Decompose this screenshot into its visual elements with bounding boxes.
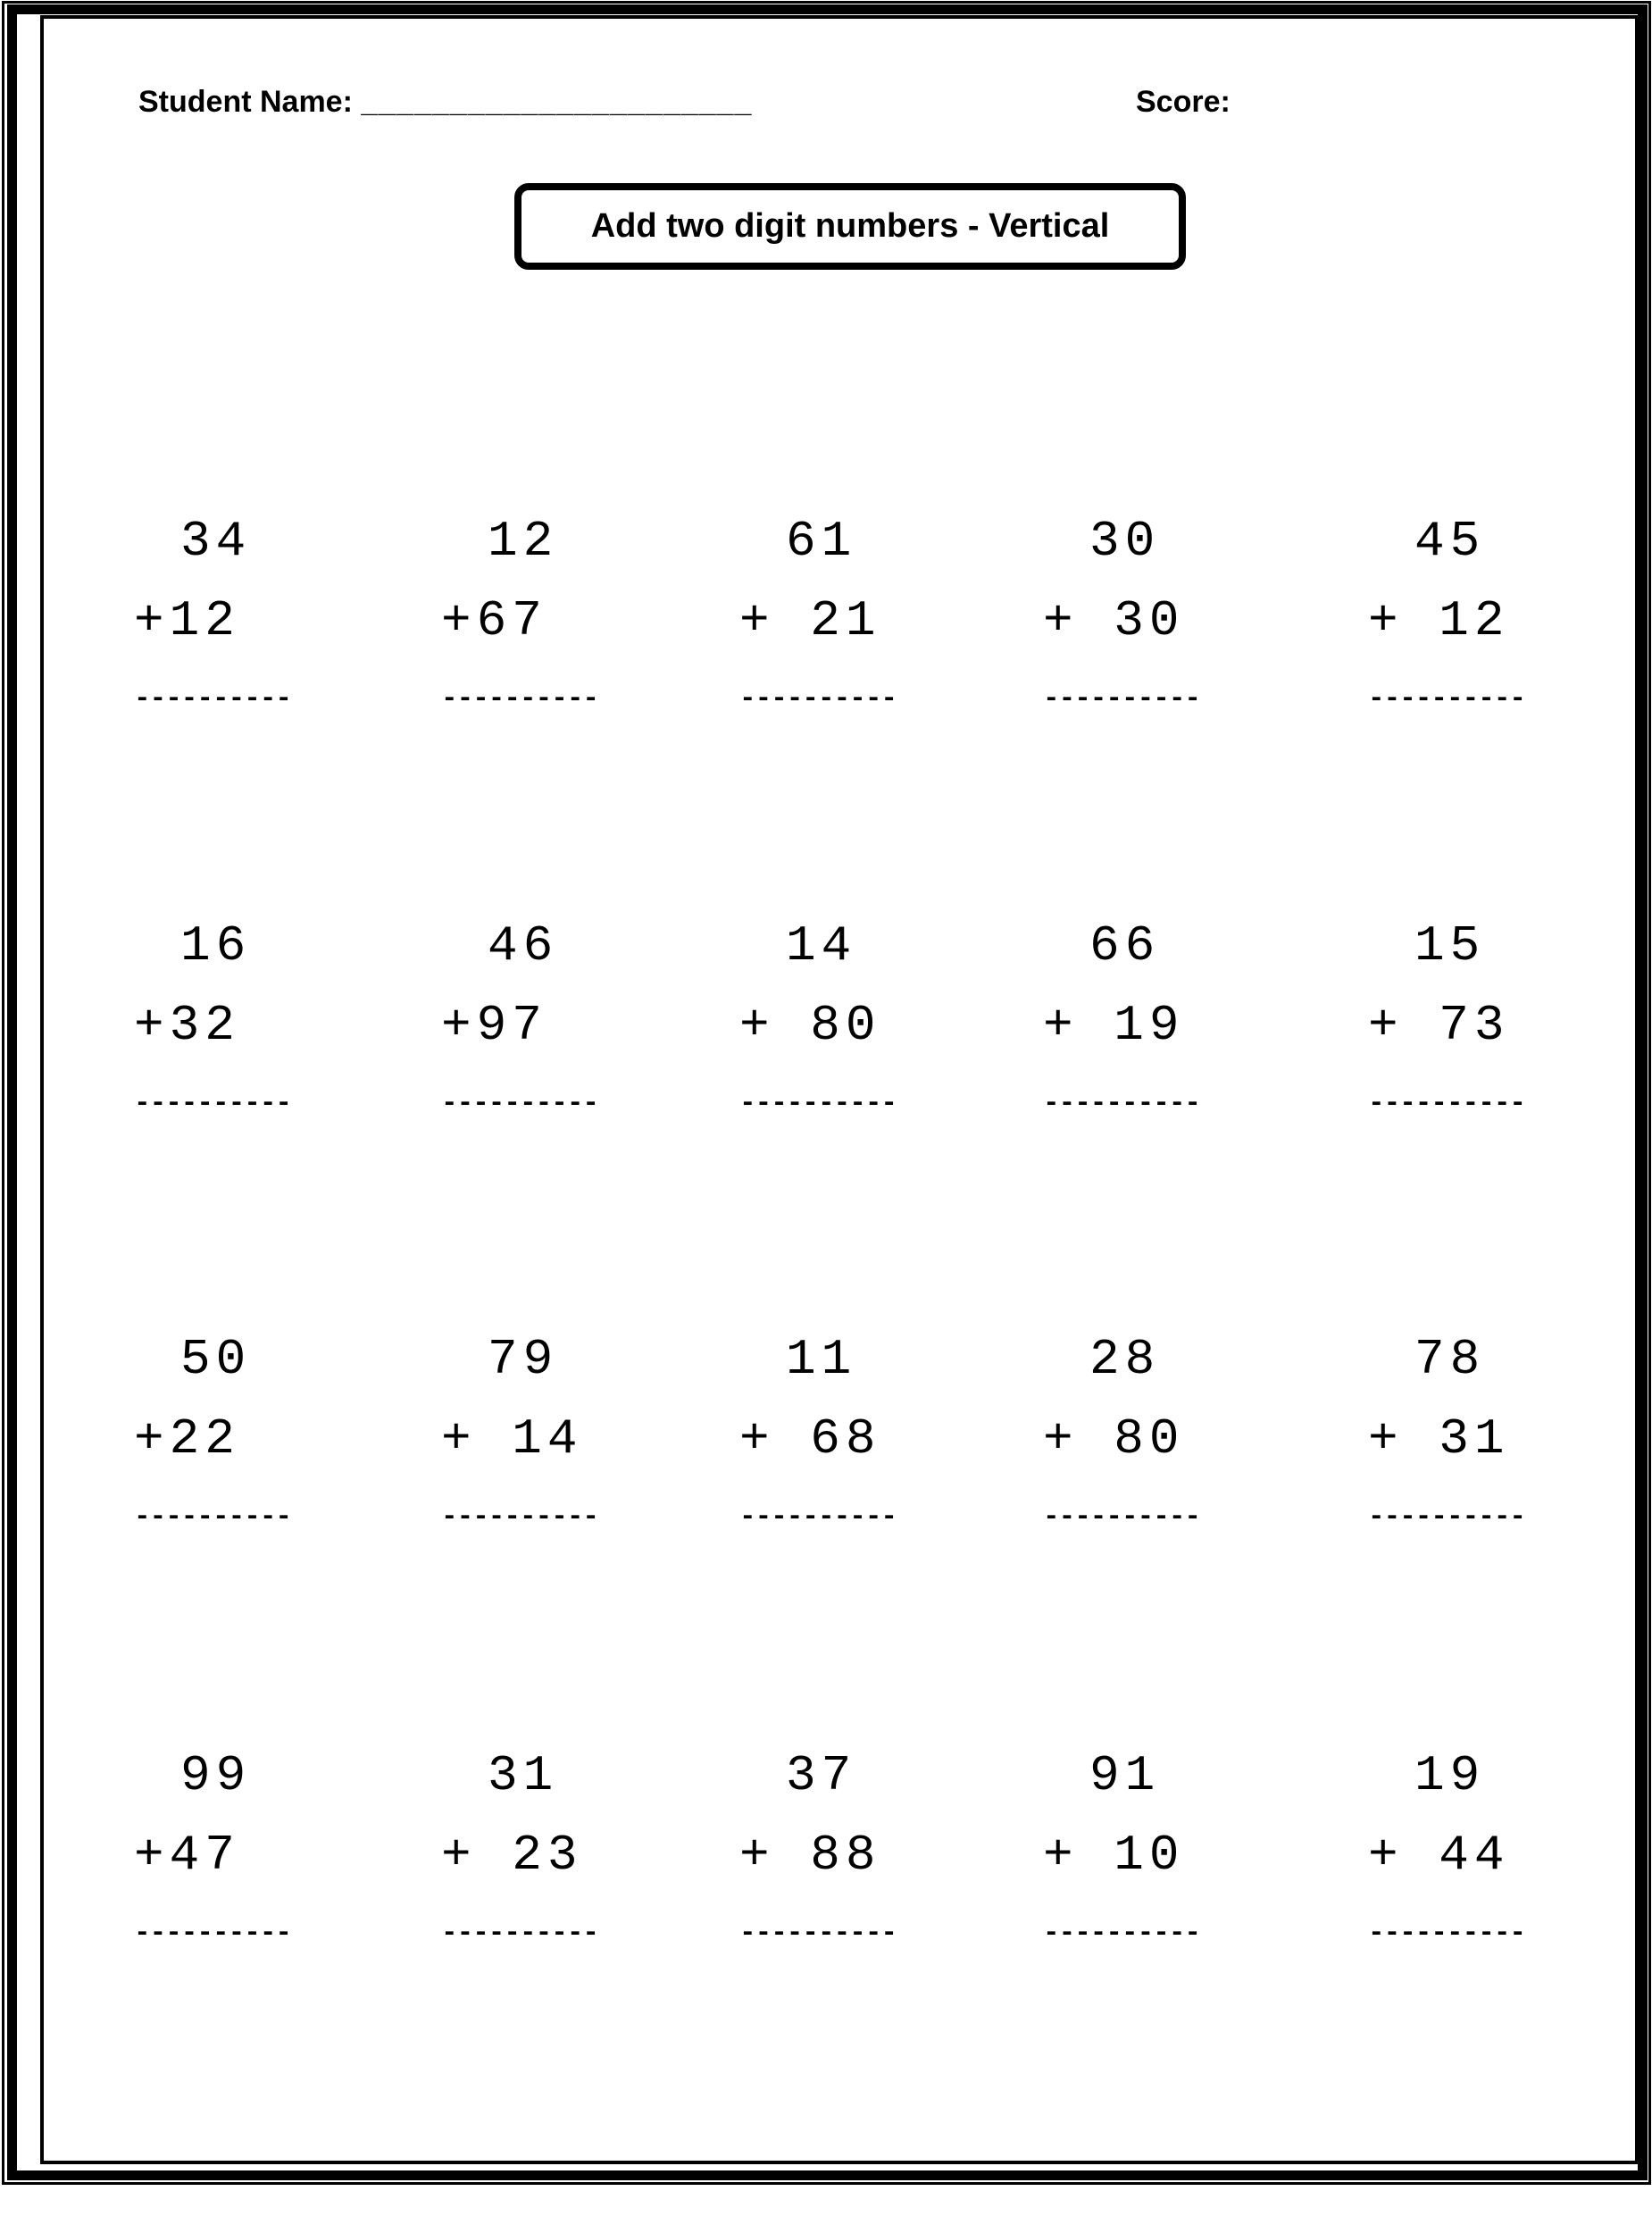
addend-bottom: + 30	[1043, 592, 1185, 649]
addition-problem-2	[441, 513, 602, 715]
addend-bottom: + 23	[441, 1827, 583, 1884]
addition-problem-18	[739, 1747, 900, 1949]
answer-line: ----------	[1043, 1501, 1201, 1533]
answer-line: ----------	[134, 683, 292, 715]
addend-top: 31	[488, 1747, 559, 1804]
addition-problem-17	[441, 1747, 602, 1949]
answer-line: ----------	[1368, 1501, 1526, 1533]
answer-line: ----------	[1368, 1088, 1526, 1119]
addend-top: 11	[786, 1331, 857, 1388]
addition-problem-1	[134, 513, 295, 715]
addend-top: 78	[1414, 1331, 1486, 1388]
addition-problem-10	[1368, 917, 1529, 1119]
addend-bottom: +97	[441, 997, 547, 1054]
addend-top: 50	[180, 1331, 252, 1388]
addition-problem-9	[1043, 917, 1204, 1119]
addend-top: 14	[786, 917, 857, 974]
problems-row-2	[0, 917, 1652, 1153]
addend-bottom: +67	[441, 592, 547, 649]
addition-problem-14	[1043, 1331, 1204, 1533]
problems-row-1	[0, 513, 1652, 749]
addend-bottom: + 14	[441, 1410, 583, 1468]
addition-problem-11	[134, 1331, 295, 1533]
addend-top: 79	[488, 1331, 559, 1388]
problems-row-4	[0, 1747, 1652, 1983]
answer-line: ----------	[1043, 1088, 1201, 1119]
answer-line: ----------	[134, 1918, 292, 1949]
addition-problem-15	[1368, 1331, 1529, 1533]
addend-top: 19	[1414, 1747, 1486, 1804]
addition-problem-13	[739, 1331, 900, 1533]
addend-top: 16	[180, 917, 252, 974]
answer-line: ----------	[441, 1918, 599, 1949]
answer-line: ----------	[134, 1088, 292, 1119]
answer-line: ----------	[1368, 1918, 1526, 1949]
answer-line: ----------	[441, 1501, 599, 1533]
addend-bottom: + 31	[1368, 1410, 1510, 1468]
addend-top: 37	[786, 1747, 857, 1804]
answer-line: ----------	[134, 1501, 292, 1533]
addition-problem-7	[441, 917, 602, 1119]
addend-bottom: + 21	[739, 592, 881, 649]
answer-line: ----------	[441, 683, 599, 715]
addend-top: 61	[786, 513, 857, 570]
answer-line: ----------	[1368, 683, 1526, 715]
addend-bottom: + 12	[1368, 592, 1510, 649]
answer-line: ----------	[739, 1501, 897, 1533]
addend-top: 28	[1089, 1331, 1161, 1388]
answer-line: ----------	[739, 683, 897, 715]
addition-problem-6	[134, 917, 295, 1119]
answer-line: ----------	[1043, 1918, 1201, 1949]
addend-bottom: + 44	[1368, 1827, 1510, 1884]
addend-top: 46	[488, 917, 559, 974]
addition-problem-4	[1043, 513, 1204, 715]
addend-top: 34	[180, 513, 252, 570]
answer-line: ----------	[739, 1088, 897, 1119]
addition-problem-12	[441, 1331, 602, 1533]
addition-problem-8	[739, 917, 900, 1119]
addend-bottom: + 10	[1043, 1827, 1185, 1884]
score-label: Score:	[1136, 85, 1231, 119]
addend-top: 91	[1089, 1747, 1161, 1804]
answer-line: ----------	[441, 1088, 599, 1119]
addition-problem-19	[1043, 1747, 1204, 1949]
addend-top: 45	[1414, 513, 1486, 570]
worksheet-title: Add two digit numbers - Vertical	[590, 207, 1110, 245]
addition-problem-20	[1368, 1747, 1529, 1949]
addend-top: 12	[488, 513, 559, 570]
addend-bottom: + 80	[739, 997, 881, 1054]
addend-bottom: +12	[134, 592, 240, 649]
addend-bottom: + 80	[1043, 1410, 1185, 1468]
problems-row-3	[0, 1331, 1652, 1567]
addend-top: 30	[1089, 513, 1161, 570]
addend-top: 66	[1089, 917, 1161, 974]
addition-problem-16	[134, 1747, 295, 1949]
addend-bottom: + 73	[1368, 997, 1510, 1054]
addition-problem-3	[739, 513, 900, 715]
student-name-row	[138, 85, 752, 120]
student-name-blank: ______________________	[361, 85, 753, 119]
addend-bottom: + 68	[739, 1410, 881, 1468]
addend-bottom: +47	[134, 1827, 240, 1884]
addend-bottom: + 88	[739, 1827, 881, 1884]
addend-top: 15	[1414, 917, 1486, 974]
student-name-label: Student Name:	[138, 85, 362, 119]
addend-bottom: +22	[134, 1410, 240, 1468]
answer-line: ----------	[1043, 683, 1201, 715]
addition-problem-5	[1368, 513, 1529, 715]
addend-top: 99	[180, 1747, 252, 1804]
answer-line: ----------	[739, 1918, 897, 1949]
addend-bottom: + 19	[1043, 997, 1185, 1054]
addend-bottom: +32	[134, 997, 240, 1054]
worksheet-title-box	[514, 183, 1186, 270]
